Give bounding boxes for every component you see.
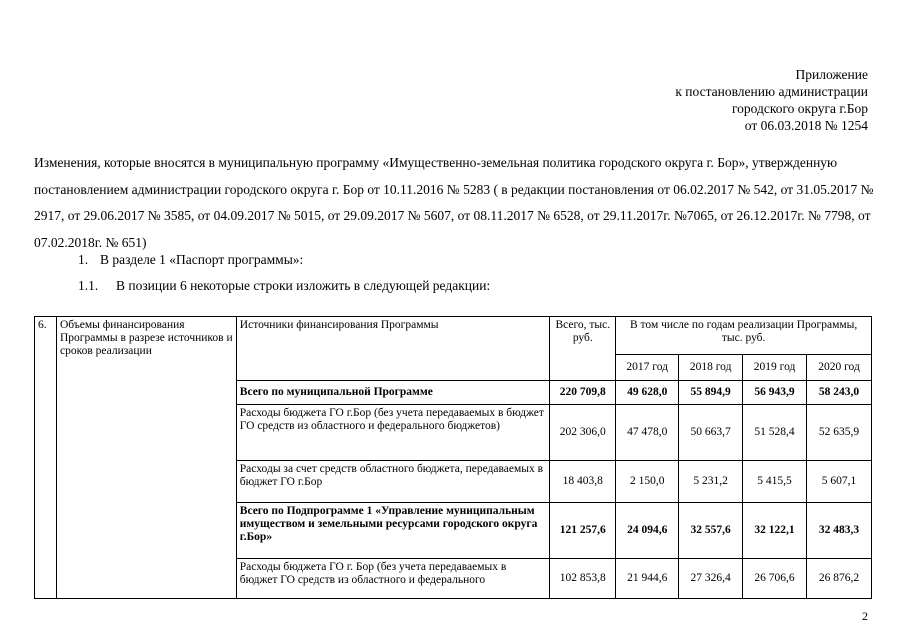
row-2020: 58 243,0 [807, 381, 872, 405]
appendix-title: Приложение [795, 67, 868, 82]
row-label: Расходы бюджета ГО г. Бор (без учета передаваемых в бюджет ГО средств из областного и федерального [236, 559, 550, 599]
row-2020: 52 635,9 [807, 405, 872, 461]
row-2017: 2 150,0 [616, 461, 679, 503]
row-2018: 32 557,6 [679, 503, 743, 559]
header-year-2020: 2020 год [807, 355, 872, 381]
row-2020: 32 483,3 [807, 503, 872, 559]
row-2017: 47 478,0 [616, 405, 679, 461]
list-item-1-number: 1. [78, 252, 89, 267]
row-2020: 5 607,1 [807, 461, 872, 503]
appendix-header [675, 66, 868, 134]
row-2017: 49 628,0 [616, 381, 679, 405]
row-total: 18 403,8 [550, 461, 616, 503]
financing-table [34, 316, 872, 599]
list-item-1-1-text: В позиции 6 некоторые строки изложить в следующей редакции: [116, 278, 491, 293]
appendix-line-2: к постановлению администрации [675, 84, 868, 99]
row-2018: 27 326,4 [679, 559, 743, 599]
list-item-1-1-number: 1.1. [78, 278, 99, 293]
row-label: Расходы за счет средств областного бюджета, передаваемых в бюджет ГО г.Бор [236, 461, 550, 503]
row-label: Всего по муниципальной Программе [236, 381, 550, 405]
position-title-cell: Объемы финансирования Программы в разрезе источников и сроков реализации [56, 317, 236, 599]
header-years-group: В том числе по годам реализации Программы, тыс. руб. [616, 317, 872, 355]
row-2019: 51 528,4 [743, 405, 807, 461]
row-total: 102 853,8 [550, 559, 616, 599]
row-2017: 24 094,6 [616, 503, 679, 559]
header-year-2017: 2017 год [616, 355, 679, 381]
row-label: Всего по Подпрограмме 1 «Управление муниципальным имуществом и земельными ресурсами городского округа г.Бор» [236, 503, 550, 559]
appendix-line-3: городского округа г.Бор [731, 101, 868, 116]
intro-paragraph: Изменения, которые вносятся в муниципальную программу «Имущественно-земельная политика городского округа г. Бор», утвержденную постановлением администрации городского округа г. Бор от 10.11.2016 № 5283 ( в редакции постановления от 06.02.2017 № 542, от 31.05.2017 № 2917, от 29.06.2017 № 3585, от 04.09.2017 № 5015, от 29.09.2017 № 5607, от 08.11.2017 № 6528, от 29.11.2017г. №7065, от 26.12.2017г. № 7798, от 07.02.2018г. № 651) [34, 155, 874, 250]
list-item-1-1 [78, 278, 490, 294]
header-total: Всего, тыс. руб. [550, 317, 616, 381]
row-2018: 5 231,2 [679, 461, 743, 503]
row-2018: 50 663,7 [679, 405, 743, 461]
position-number-cell: 6. [35, 317, 57, 599]
row-total: 202 306,0 [550, 405, 616, 461]
row-2018: 55 894,9 [679, 381, 743, 405]
row-total: 121 257,6 [550, 503, 616, 559]
header-sources: Источники финансирования Программы [236, 317, 550, 381]
row-2019: 5 415,5 [743, 461, 807, 503]
row-label: Расходы бюджета ГО г.Бор (без учета передаваемых в бюджет ГО средств из областного и федерального бюджетов) [236, 405, 550, 461]
appendix-date-number: от 06.03.2018 № 1254 [744, 118, 868, 133]
row-2020: 26 876,2 [807, 559, 872, 599]
row-2019: 56 943,9 [743, 381, 807, 405]
row-total: 220 709,8 [550, 381, 616, 405]
header-year-2019: 2019 год [743, 355, 807, 381]
row-2017: 21 944,6 [616, 559, 679, 599]
header-year-2018: 2018 год [679, 355, 743, 381]
page-number: 2 [862, 609, 868, 623]
row-2019: 32 122,1 [743, 503, 807, 559]
list-item-1-text: В разделе 1 «Паспорт программы»: [100, 252, 304, 267]
row-2019: 26 706,6 [743, 559, 807, 599]
list-item-1 [78, 252, 303, 268]
